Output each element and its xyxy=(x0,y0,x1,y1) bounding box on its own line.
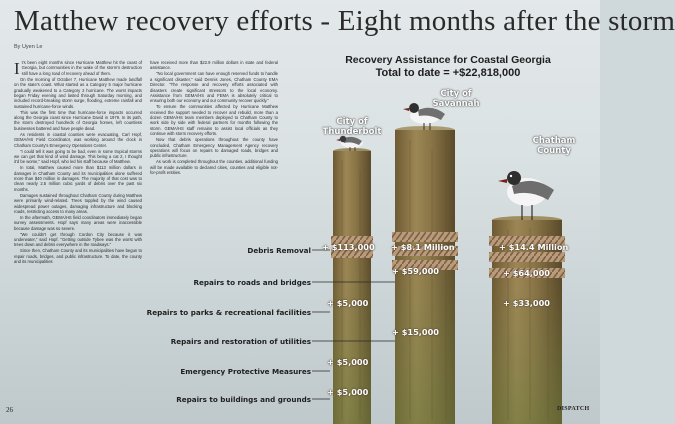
location-label-chatham: Chatham County xyxy=(532,136,576,156)
gull-bird-large xyxy=(498,171,554,220)
infographic-title: Recovery Assistance for Coastal Georgia xyxy=(345,54,551,66)
paragraph: Since then, Chatham County and its municipalities have begun to repair roads, bridges, and public infrastructure. To date, the county and its municipalities xyxy=(14,248,142,265)
paragraph: As residents in coastal counties were evacuating, Carl Hopf, GEMA/HS Field Coordinator, was working around the clock in Chatham County's Emergency Operations Center. xyxy=(14,131,142,148)
article-column-1 xyxy=(14,60,142,404)
amount-thunderbolt-emergency: + $5,000 xyxy=(327,357,369,367)
category-roads-bridges: Repairs to roads and bridges xyxy=(193,278,311,287)
paragraph: Damages sustained throughout Chatham County during Matthew were primarily wind-related. Trees toppled by the wind caused widespread power outages, damaging infrastructure and blocking roads, restricting access to many areas. xyxy=(14,192,142,214)
amount-thunderbolt-parks: + $5,000 xyxy=(327,298,369,308)
location-label-thunderbolt: City of Thunderbolt xyxy=(322,117,382,137)
paragraph: Now that debris operations throughout the county have concluded, Chatham Emergency Management Agency recovery operations will focus on repairs to damaged roads, bridges and public infrastructure. xyxy=(150,137,278,159)
location-label-savannah: City of Savannah xyxy=(432,89,480,109)
article-byline: By Uyen Le xyxy=(14,44,43,50)
article-lead-paragraph xyxy=(14,60,142,76)
category-emergency-measures: Emergency Protective Measures xyxy=(180,367,311,376)
paragraph: have received more than $22.9 million dollars in state and federal assistance. xyxy=(150,60,278,71)
thunderbolt-post xyxy=(331,148,373,424)
page-number: 26 xyxy=(6,406,13,414)
amount-thunderbolt-debris: + $113,000 xyxy=(322,242,375,252)
amount-savannah-debris: + $8.1 Million xyxy=(391,242,455,252)
category-parks-recreation: Repairs to parks & recreational facilities xyxy=(146,308,311,317)
paragraph: On the morning of October 7, Hurricane Matthew made landfall on the state's coast. What started as a Category 5 major hurricane gradually weakened to a Category 2 hurricane. The worst impacts began Friday evening and lasted through Saturday morning, and included record-breaking storm surge, flooding, extreme rainfall and sustained hurricane-force winds. xyxy=(14,76,142,109)
paragraph: To ensure the communities affected by Hurricane Matthew received the support needed to recover and rebuild, more than a dozen GEMA/HS team members deployed to Chatham County to work side by side with federal partners for months following the storm. GEMA/HS staff remains to assist local officials as they continue with storm recovery efforts. xyxy=(150,104,278,137)
paragraph: "I could tell it was going to be bad, even in some tropical storms we can get that kind of wind damage. This being a cat 2, I thought it'd be worse," said Hopf, who led his staff because of Matthew. xyxy=(14,148,142,165)
paragraph: As work is completed throughout the counties, additional funding will be made available to declared cities, counties and eligible not-for-profit entities. xyxy=(150,159,278,176)
drop-cap: I xyxy=(14,59,20,78)
category-buildings-grounds: Repairs to buildings and grounds xyxy=(176,395,311,404)
paragraph: In total, Matthew caused more than $113 million dollars in damages in Chatham County and its municipalities alone suffered more than $40 million in damages. The majority of that cost was to clean nearly 2.5 million cubic yards of debris over the past six months. xyxy=(14,165,142,192)
lead-text: t's been eight months since Hurricane Matthew hit the coast of Georgia, but communities in the wake of the storm's destruction still have a long road of recovery ahead of them. xyxy=(21,60,142,76)
infographic-total: Total to date = +$22,818,000 xyxy=(375,67,521,79)
paragraph: In the aftermath, GEMA/HS field coordinators immediately began survey assessments. Hopf says many areas were inaccessible because damage was so severe. xyxy=(14,214,142,231)
amount-chatham-parks: + $33,000 xyxy=(503,298,551,308)
article-headline: Matthew recovery efforts - Eight months after the storm xyxy=(14,5,675,37)
amount-chatham-roads: + $64,000 xyxy=(503,268,551,278)
amount-savannah-roads: + $59,000 xyxy=(392,266,440,276)
publication-name: DISPATCH xyxy=(557,406,590,412)
amount-thunderbolt-buildings: + $5,000 xyxy=(327,387,369,397)
paragraph: "No local government can have enough reserved funds to handle a significant disaster," said Dennis Jones, Chatham County EMA Director. "The response and recovery efforts associated with disasters create significant stressors to the local economy. Assistance from GEMA/HS and FEMA is absolutely critical to ensuring both our economy and our community recover quickly." xyxy=(150,71,278,104)
category-debris-removal: Debris Removal xyxy=(247,246,311,255)
amount-chatham-debris: + $14.4 Million xyxy=(499,242,569,252)
article-column-2 xyxy=(150,60,278,290)
paragraph: "We couldn't get through Cordon City because it was underwater," said Hopf. "Getting outside Tybee was the worst with trees down and debris everywhere in the roadways." xyxy=(14,231,142,248)
category-utilities: Repairs and restoration of utilities xyxy=(170,337,311,346)
amount-savannah-utilities: + $15,000 xyxy=(392,327,440,337)
infographic-title-block xyxy=(318,54,578,80)
paragraph: This was the first time that hurricane-force impacts occurred along the Georgia coast since Hurricane David in 1979. In its path, the storm destroyed hundreds of Georgia homes, left countless businesses battered and have people dead. xyxy=(14,109,142,131)
